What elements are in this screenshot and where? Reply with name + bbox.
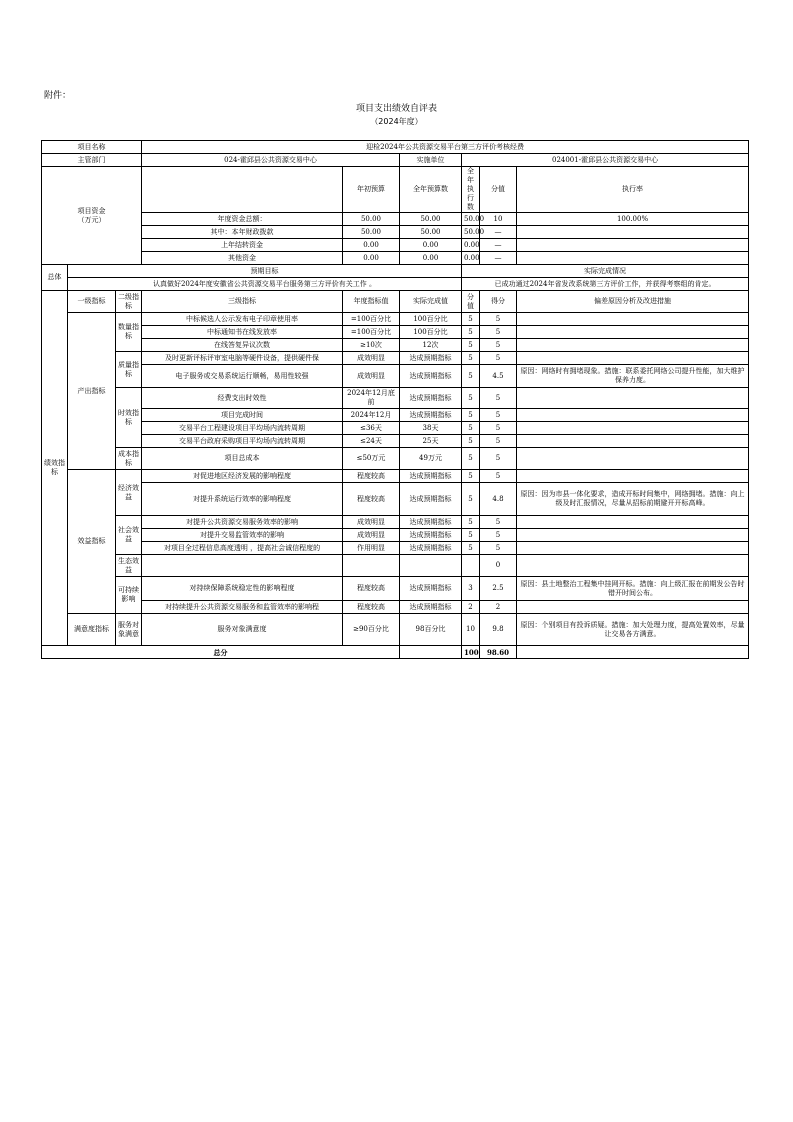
indicator-score: 4.8 <box>480 483 517 516</box>
funds-header-rate: 执行率 <box>622 185 644 193</box>
form-title: 项目支出绩效自评表 <box>355 104 437 114</box>
level2-cost: 成本指标 <box>116 448 142 470</box>
indicator-weight: 5 <box>462 470 480 483</box>
funds-header: 年初预算 <box>343 167 400 213</box>
indicator-name: 中标通知书在线发放率 <box>142 326 343 339</box>
indicator-score: 5 <box>480 516 517 529</box>
indicator-target: =100百分比 <box>343 326 400 339</box>
level1-effect: 效益指标 <box>68 470 116 614</box>
funds-initial: 50.00 <box>343 226 400 239</box>
indicator-score: 5 <box>480 529 517 542</box>
indicator-reason <box>517 542 749 555</box>
total-label: 总分 <box>42 646 400 659</box>
indicator-actual: 达成预期指标 <box>400 577 462 601</box>
indicator-weight: 5 <box>462 365 480 388</box>
indicator-target: ≥10次 <box>343 339 400 352</box>
dept-value: 024-霍邱县公共资源交易中心 <box>142 154 400 167</box>
indicator-reason <box>517 601 749 614</box>
indicator-weight: 5 <box>462 542 480 555</box>
indicator-weight: 5 <box>462 422 480 435</box>
funds-annual: 0.00 <box>400 252 462 265</box>
indicator-weight: 5 <box>462 529 480 542</box>
funds-executed: 0.00 <box>462 252 480 265</box>
overall-label: 总体 <box>42 265 68 291</box>
funds-rate: 100.00% <box>517 213 749 226</box>
indicator-name: 在线答复异议次数 <box>142 339 343 352</box>
level2-ecological: 生态效益 <box>116 555 142 577</box>
indicator-actual <box>400 555 462 577</box>
indicator-score: 5 <box>480 542 517 555</box>
level1-output: 产出指标 <box>68 313 116 470</box>
indicator-target: ≤24天 <box>343 435 400 448</box>
indicator-reason <box>517 409 749 422</box>
indicator-reason <box>517 352 749 365</box>
funds-weight: 10 <box>480 213 517 226</box>
indicator-score: 5 <box>480 435 517 448</box>
indicator-score: 0 <box>480 555 517 577</box>
indicator-target: 程度较高 <box>343 601 400 614</box>
expected-goal-header: 预期目标 <box>68 265 462 278</box>
impl-label: 实施单位 <box>400 154 462 167</box>
indicators-section-label: 绩效指标 <box>42 291 68 646</box>
funds-row-label: 其他资金 <box>142 252 343 265</box>
indicator-weight: 5 <box>462 516 480 529</box>
funds-row-label: 上年结转资金 <box>142 239 343 252</box>
total-score: 98.60 <box>480 646 517 659</box>
funds-annual: 0.00 <box>400 239 462 252</box>
funds-row-label: 其中：本年财政拨款 <box>142 226 343 239</box>
funds-header: 全年执行数 <box>462 167 480 213</box>
funds-row-label: 年度资金总额： <box>142 213 343 226</box>
indicator-name: 对提升公共资源交易服务效率的影响 <box>142 516 343 529</box>
indicator-weight: 5 <box>462 483 480 516</box>
indicator-name: 电子服务或交易系统运行顺畅，易用性较强 <box>142 365 343 388</box>
indicator-reason: 原因：网络时有拥堵现象。措施：联系委托网络公司提升性能，加大维护保养力度。 <box>517 365 749 388</box>
indicator-target: 程度较高 <box>343 483 400 516</box>
impl-value: 024001-霍邱县公共资源交易中心 <box>462 154 749 167</box>
funds-header-weight: 分值 <box>491 185 505 193</box>
header-actual: 实际完成值 <box>400 291 462 313</box>
total-reason-blank <box>517 646 749 659</box>
level2-economic: 经济效益 <box>116 470 142 516</box>
indicator-actual: 达成预期指标 <box>400 542 462 555</box>
header-level2: 二级指标 <box>116 291 142 313</box>
indicator-actual: 25天 <box>400 435 462 448</box>
attachment-label: 附件： <box>44 91 72 101</box>
header-score: 得分 <box>480 291 517 313</box>
indicator-actual: 达成预期指标 <box>400 365 462 388</box>
indicator-reason <box>517 555 749 577</box>
indicator-name: 对项目全过程信息高度透明 ，提高社会诚信程度的 <box>142 542 343 555</box>
level2-sustainable: 可持续影响 <box>116 577 142 614</box>
funds-initial: 0.00 <box>343 252 400 265</box>
indicator-weight: 5 <box>462 388 480 409</box>
indicator-reason <box>517 448 749 470</box>
indicator-score: 5 <box>480 339 517 352</box>
indicator-target <box>343 555 400 577</box>
indicator-name: 中标候选人公示发布电子印章使用率 <box>142 313 343 326</box>
indicator-reason <box>517 313 749 326</box>
indicator-target: 程度较高 <box>343 470 400 483</box>
indicator-score: 5 <box>480 313 517 326</box>
indicator-score: 4.5 <box>480 365 517 388</box>
project-name-label: 项目名称 <box>42 141 142 154</box>
funds-executed: 50.00 <box>462 213 480 226</box>
indicator-target: ≤50万元 <box>343 448 400 470</box>
indicator-actual: 达成预期指标 <box>400 409 462 422</box>
funds-header <box>517 167 749 213</box>
indicator-weight: 5 <box>462 326 480 339</box>
indicator-reason: 原因：因为市县一体化要求，造成开标时间集中，网络拥堵。措施：向上级及时汇报情况，尽量从招标前期避开开标高峰。 <box>517 483 749 516</box>
level1-satisfaction: 满意度指标 <box>68 614 116 646</box>
indicator-weight <box>462 555 480 577</box>
funds-header: 全年预算数 <box>400 167 462 213</box>
indicator-weight: 5 <box>462 448 480 470</box>
header-target: 年度指标值 <box>343 291 400 313</box>
indicator-score: 5 <box>480 448 517 470</box>
indicator-target: 2024年12月 <box>343 409 400 422</box>
indicator-name: 对提升交易监管效率的影响 <box>142 529 343 542</box>
indicator-reason <box>517 388 749 409</box>
indicator-target: 作用明显 <box>343 542 400 555</box>
level2-social: 社会效益 <box>116 516 142 555</box>
funds-weight: — <box>480 226 517 239</box>
indicator-reason <box>517 516 749 529</box>
form-year: （2024年度） <box>370 117 423 126</box>
indicator-actual: 达成预期指标 <box>400 470 462 483</box>
indicator-name: 及时更新评标评审室电脑等硬件设备，提供硬件保 <box>142 352 343 365</box>
indicator-score: 2.5 <box>480 577 517 601</box>
level2-quantity: 数量指标 <box>116 313 142 352</box>
indicator-weight: 3 <box>462 577 480 601</box>
indicator-reason <box>517 470 749 483</box>
indicator-target: 成效明显 <box>343 529 400 542</box>
indicator-actual: 98百分比 <box>400 614 462 646</box>
indicator-weight: 5 <box>462 409 480 422</box>
indicator-reason: 原因：县土地整治工程集中挂网开标。措施：向上级汇报在前期发公告时错开时间公布。 <box>517 577 749 601</box>
indicator-target: 成效明显 <box>343 516 400 529</box>
indicator-target: =100百分比 <box>343 313 400 326</box>
indicator-actual: 达成预期指标 <box>400 601 462 614</box>
indicator-weight: 5 <box>462 435 480 448</box>
indicator-name: 交易平台工程建设项目平均场内流转周期 <box>142 422 343 435</box>
funds-rate <box>517 252 749 265</box>
indicator-actual: 100百分比 <box>400 326 462 339</box>
indicator-target: 程度较高 <box>343 577 400 601</box>
indicator-name: 对提升系统运行效率的影响程度 <box>142 483 343 516</box>
indicator-name <box>142 555 343 577</box>
funds-rate <box>517 226 749 239</box>
level2-quality: 质量指标 <box>116 352 142 388</box>
funds-label: 项目资金 （万元） <box>42 167 142 265</box>
indicator-name: 服务对象满意度 <box>142 614 343 646</box>
indicator-actual: 49万元 <box>400 448 462 470</box>
indicator-name: 对促进地区经济发展的影响程度 <box>142 470 343 483</box>
indicator-score: 5 <box>480 409 517 422</box>
indicator-actual: 达成预期指标 <box>400 483 462 516</box>
indicator-name: 对持续保障系统稳定性的影响程度 <box>142 577 343 601</box>
funds-initial: 50.00 <box>343 213 400 226</box>
indicator-target: ≤36天 <box>343 422 400 435</box>
level2-timeliness: 时效指标 <box>116 388 142 448</box>
performance-table <box>41 140 749 659</box>
dept-label: 主管部门 <box>42 154 142 167</box>
expected-goal: 认真做好2024年度安徽省公共资源交易平台服务第三方评价有关工作 。 <box>68 278 462 291</box>
indicator-target: 成效明显 <box>343 352 400 365</box>
indicator-name: 经费支出时效性 <box>142 388 343 409</box>
header-level1: 一级指标 <box>68 291 116 313</box>
funds-weight: — <box>480 239 517 252</box>
indicator-weight: 10 <box>462 614 480 646</box>
project-name: 迎检2024年公共资源交易平台第三方评价考核经费 <box>142 141 749 154</box>
indicator-name: 对持续提升公共资源交易服务和监管效率的影响程 <box>142 601 343 614</box>
indicator-score: 5 <box>480 352 517 365</box>
indicator-weight: 5 <box>462 352 480 365</box>
funds-header <box>480 167 517 213</box>
funds-weight: — <box>480 252 517 265</box>
funds-header-blank <box>142 167 343 213</box>
indicator-actual: 38天 <box>400 422 462 435</box>
funds-initial: 0.00 <box>343 239 400 252</box>
indicator-reason <box>517 326 749 339</box>
indicator-reason <box>517 529 749 542</box>
indicator-weight: 5 <box>462 313 480 326</box>
indicator-actual: 达成预期指标 <box>400 352 462 365</box>
indicator-score: 2 <box>480 601 517 614</box>
indicator-name: 项目完成时间 <box>142 409 343 422</box>
header-weight: 分值 <box>462 291 480 313</box>
indicator-target: 成效明显 <box>343 365 400 388</box>
indicator-actual: 达成预期指标 <box>400 388 462 409</box>
level2-service: 服务对象满意 <box>116 614 142 646</box>
funds-annual: 50.00 <box>400 226 462 239</box>
indicator-score: 5 <box>480 326 517 339</box>
indicator-actual: 达成预期指标 <box>400 529 462 542</box>
indicator-name: 项目总成本 <box>142 448 343 470</box>
total-blank <box>400 646 462 659</box>
funds-executed: 0.00 <box>462 239 480 252</box>
actual-result-header: 实际完成情况 <box>462 265 749 278</box>
funds-annual: 50.00 <box>400 213 462 226</box>
indicator-score: 9.8 <box>480 614 517 646</box>
indicator-actual: 12次 <box>400 339 462 352</box>
funds-rate <box>517 239 749 252</box>
indicator-reason: 原因：个别项目有投诉质疑。措施：加大处理力度，提高处置效率，尽量让交易各方满意。 <box>517 614 749 646</box>
indicator-reason <box>517 435 749 448</box>
indicator-score: 5 <box>480 470 517 483</box>
indicator-weight: 5 <box>462 339 480 352</box>
header-level3: 三级指标 <box>142 291 343 313</box>
total-weight: 100 <box>462 646 480 659</box>
indicator-actual: 达成预期指标 <box>400 516 462 529</box>
indicator-score: 5 <box>480 388 517 409</box>
indicator-reason <box>517 422 749 435</box>
indicator-weight: 2 <box>462 601 480 614</box>
indicator-actual: 100百分比 <box>400 313 462 326</box>
funds-executed: 50.00 <box>462 226 480 239</box>
header-reason: 偏差原因分析及改进措施 <box>517 291 749 313</box>
indicator-name: 交易平台政府采购项目平均场内流转周期 <box>142 435 343 448</box>
indicator-reason <box>517 339 749 352</box>
indicator-target: ≥90百分比 <box>343 614 400 646</box>
indicator-score: 5 <box>480 422 517 435</box>
actual-result: 已成功通过2024年省发改系统第三方评价工作，并获得考察组的肯定。 <box>462 278 749 291</box>
indicator-target: 2024年12月底前 <box>343 388 400 409</box>
